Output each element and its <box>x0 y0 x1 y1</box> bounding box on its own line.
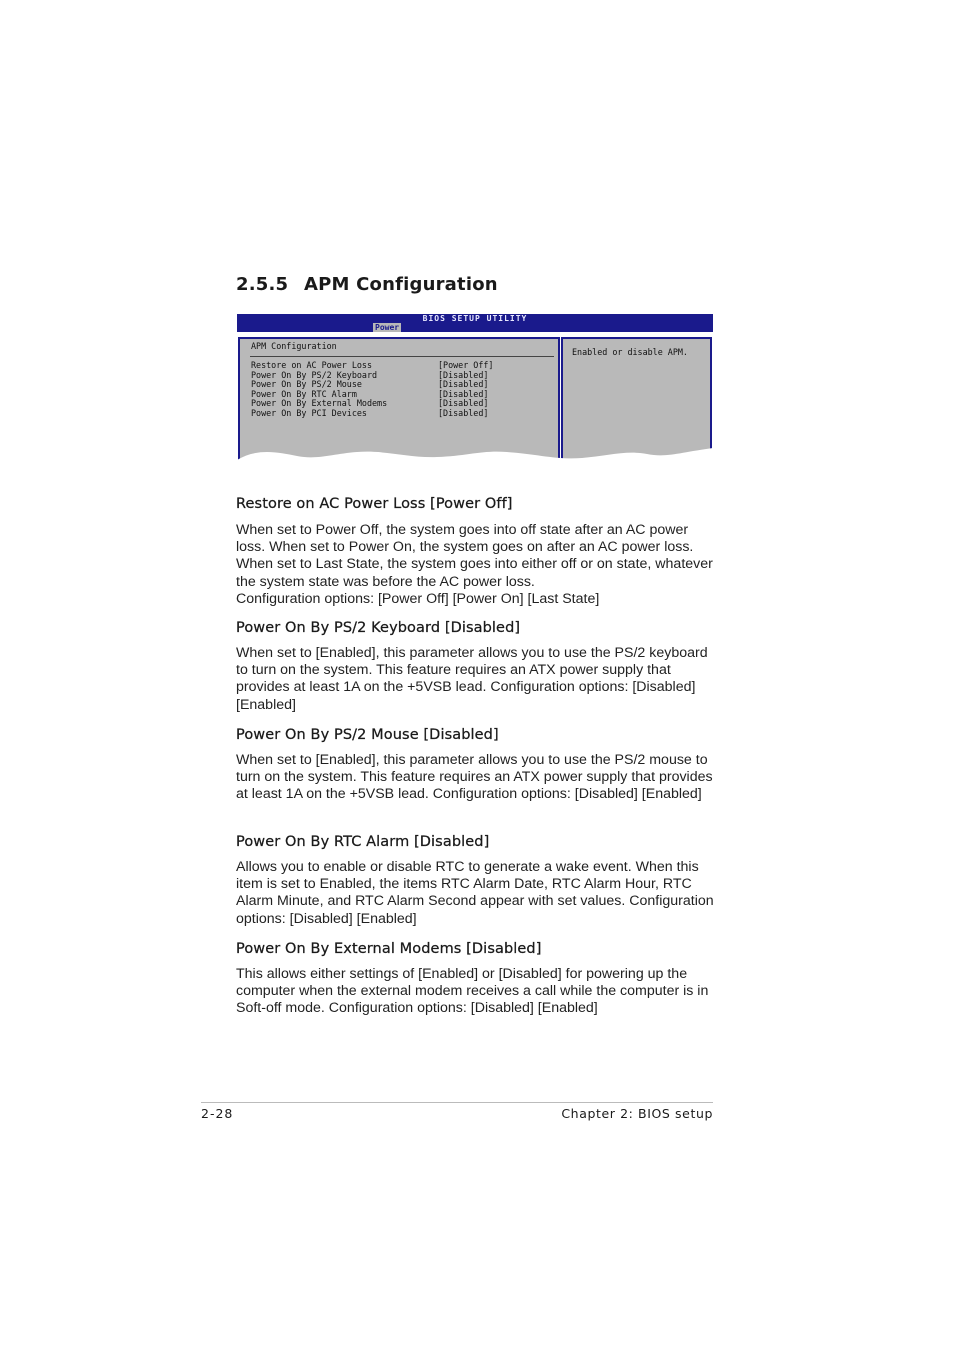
para-restore-ac-power-loss: When set to Power Off, the system goes into off state after an AC power loss. When set to Power On, the system goes on after an AC power loss. When set to Last State, the system goes into either off or on state, whatever the system state was before the AC power loss. <box>236 522 713 590</box>
para-ps2-mouse: When set to [Enabled], this parameter allows you to use the PS/2 mouse to turn on the system. This feature requires an ATX power supply that provides at least 1A on the +5VSB lead. Configuration options: [Disabled] [Enabled] <box>236 752 713 803</box>
bios-screenshot <box>237 314 713 472</box>
para-external-modems: This allows either settings of [Enabled] or [Disabled] for powering up the computer when the external modem receives a call while the computer is in Soft-off mode. Configuration options: [Disabled] [Enabled] <box>236 966 709 1017</box>
bios-separator <box>250 356 554 357</box>
page-number: 2-28 <box>201 1106 234 1121</box>
bios-items <box>251 361 493 419</box>
footer-rule <box>201 1102 713 1103</box>
bios-item-label: Power On By PCI Devices <box>251 407 367 418</box>
torn-edge-graphic <box>237 446 713 472</box>
section-name: APM Configuration <box>304 274 498 295</box>
bios-item-label: Power On By RTC Alarm <box>251 388 357 399</box>
bios-item-label: Restore on AC Power Loss <box>251 360 373 370</box>
heading-ps2-keyboard: Power On By PS/2 Keyboard [Disabled] <box>236 620 521 636</box>
bios-item-value[interactable]: [Disabled] <box>438 379 489 390</box>
para-rtc-alarm: Allows you to enable or disable RTC to generate a wake event. When this item is set to Enabled, the items RTC Alarm Date, RTC Alarm Hour, RTC Alarm Minute, and RTC Alarm Second appear with set values. Configuration options: [Disabled] [Enabled] <box>236 859 714 927</box>
para-ps2-keyboard: When set to [Enabled], this parameter allows you to use the PS/2 keyboard to turn on the system. This feature requires an ATX power supply that provides at least 1A on the +5VSB lead. Configuration options: [Disabled] [Enabled] <box>236 645 708 713</box>
section-number: 2.5.5 <box>236 274 289 295</box>
bios-help-text: Enabled or disable APM. <box>572 347 688 357</box>
bios-utility-title: BIOS SETUP UTILITY <box>422 314 528 323</box>
bios-item-value[interactable]: [Disabled] <box>438 388 489 399</box>
heading-rtc-alarm: Power On By RTC Alarm [Disabled] <box>236 834 490 850</box>
bios-item-pci-devices[interactable] <box>251 409 493 419</box>
bios-item-value[interactable]: [Disabled] <box>438 407 489 418</box>
bios-item-value[interactable]: [Disabled] <box>438 398 489 409</box>
heading-ps2-mouse: Power On By PS/2 Mouse [Disabled] <box>236 727 499 743</box>
bios-item-label: Power On By PS/2 Keyboard <box>251 369 378 380</box>
section-title <box>236 274 498 295</box>
chapter-label: Chapter 2: BIOS setup <box>561 1106 713 1121</box>
bios-item-value[interactable]: [Power Off] <box>438 360 494 370</box>
bios-item-value[interactable]: [Disabled] <box>438 369 489 380</box>
options-restore-ac-power-loss: Configuration options: [Power Off] [Power On] [Last State] <box>236 591 600 607</box>
bios-item-label: Power On By PS/2 Mouse <box>251 379 362 390</box>
bios-panel-title: APM Configuration <box>251 341 337 351</box>
bios-title-bar <box>237 314 713 332</box>
heading-external-modems: Power On By External Modems [Disabled] <box>236 941 542 957</box>
heading-restore-ac-power-loss: Restore on AC Power Loss [Power Off] <box>236 496 513 512</box>
bios-tab-power[interactable]: Power <box>375 323 400 332</box>
bios-item-label: Power On By External Modems <box>251 398 388 409</box>
